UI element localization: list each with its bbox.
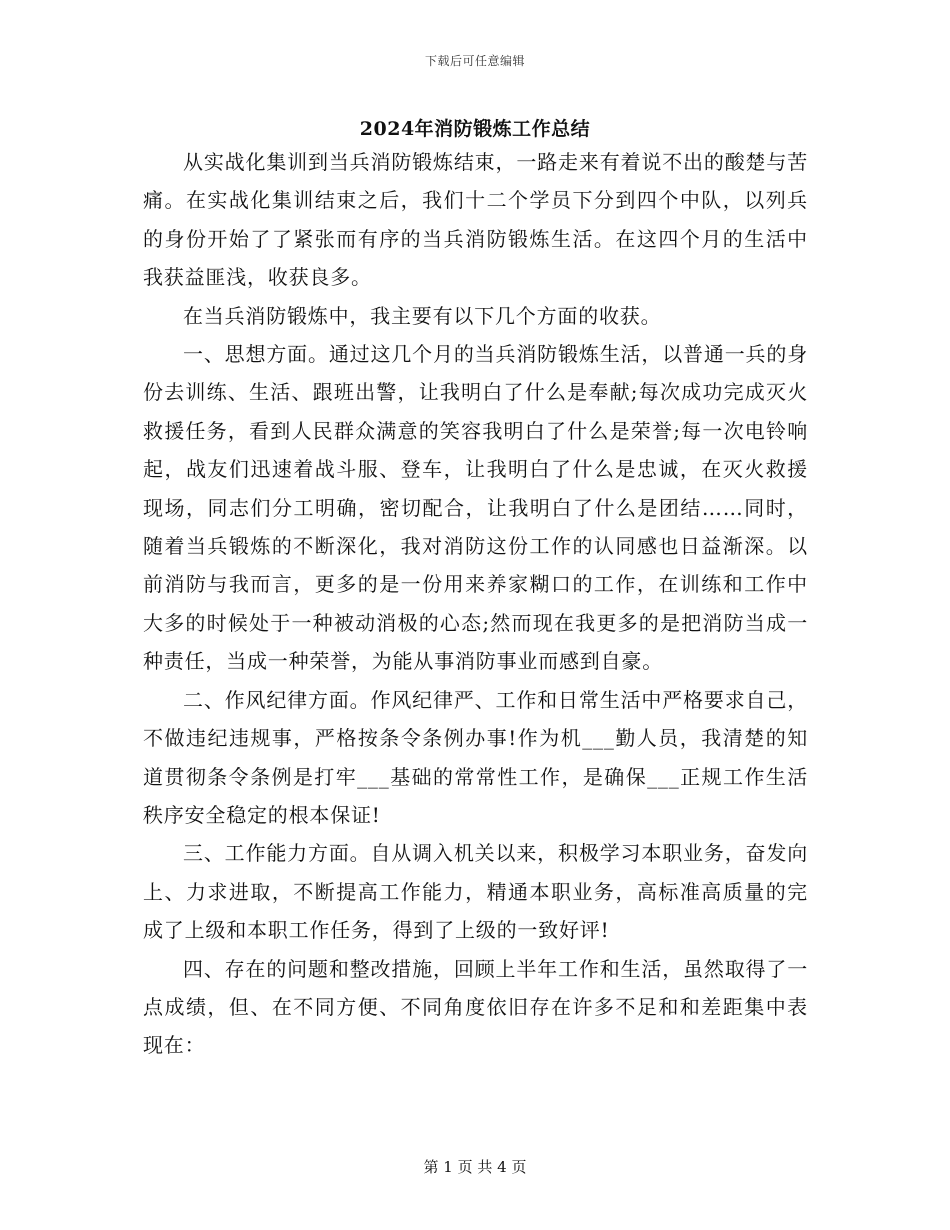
document-title: 2024年消防锻炼工作总结 — [359, 118, 591, 140]
paragraph-discipline: 二、作风纪律方面。作风纪律严、工作和日常生活中严格要求自己，不做违纪违规事，严格按条令条例办事!作为机___勤人员，我清楚的知道贯彻条令条例是打牢___基础的常常性工作，是确保___正规工作生活秩序安全稳定的根本保证! — [143, 687, 808, 827]
page-number: 第 1 页 共 4 页 — [423, 1158, 527, 1176]
paragraph-problems: 四、存在的问题和整改措施，回顾上半年工作和生活，虽然取得了一点成绩，但、在不同方便、不同角度依旧存在许多不足和和差距集中表现在： — [143, 956, 808, 1058]
document-body — [143, 143, 808, 1065]
paragraph-intro: 从实战化集训到当兵消防锻炼结束，一路走来有着说不出的酸楚与苦痛。在实战化集训结束之后，我们十二个学员下分到四个中队，以列兵的身份开始了了紧张而有序的当兵消防锻炼生活。在这四个月的生活中我获益匪浅，收获良多。 — [143, 150, 808, 290]
page-header: 下载后可任意编辑 — [424, 54, 525, 68]
paragraph-thinking: 一、思想方面。通过这几个月的当兵消防锻炼生活，以普通一兵的身份去训练、生活、跟班出警，让我明白了什么是奉献;每次成功完成灭火救援任务，看到人民群众满意的笑容我明白了什么是荣誉;每一次电铃响起，战友们迅速着战斗服、登车，让我明白了什么是忠诚，在灭火救援现场，同志们分工明确，密切配合，让我明白了什么是团结……同时，随着当兵锻炼的不断深化，我对消防这份工作的认同感也日益渐深。以前消防与我而言，更多的是一份用来养家糊口的工作，在训练和工作中大多的时候处于一种被动消极的心态;然而现在我更多的是把消防当成一种责任，当成一种荣誉，为能从事消防事业而感到自豪。 — [143, 342, 808, 674]
paragraph-work-ability: 三、工作能力方面。自从调入机关以来，积极学习本职业务，奋发向上、力求进取，不断提高工作能力，精通本职业务，高标准高质量的完成了上级和本职工作任务，得到了上级的一致好评! — [143, 841, 808, 943]
paragraph-gains-overview: 在当兵消防锻炼中，我主要有以下几个方面的收获。 — [183, 303, 662, 328]
